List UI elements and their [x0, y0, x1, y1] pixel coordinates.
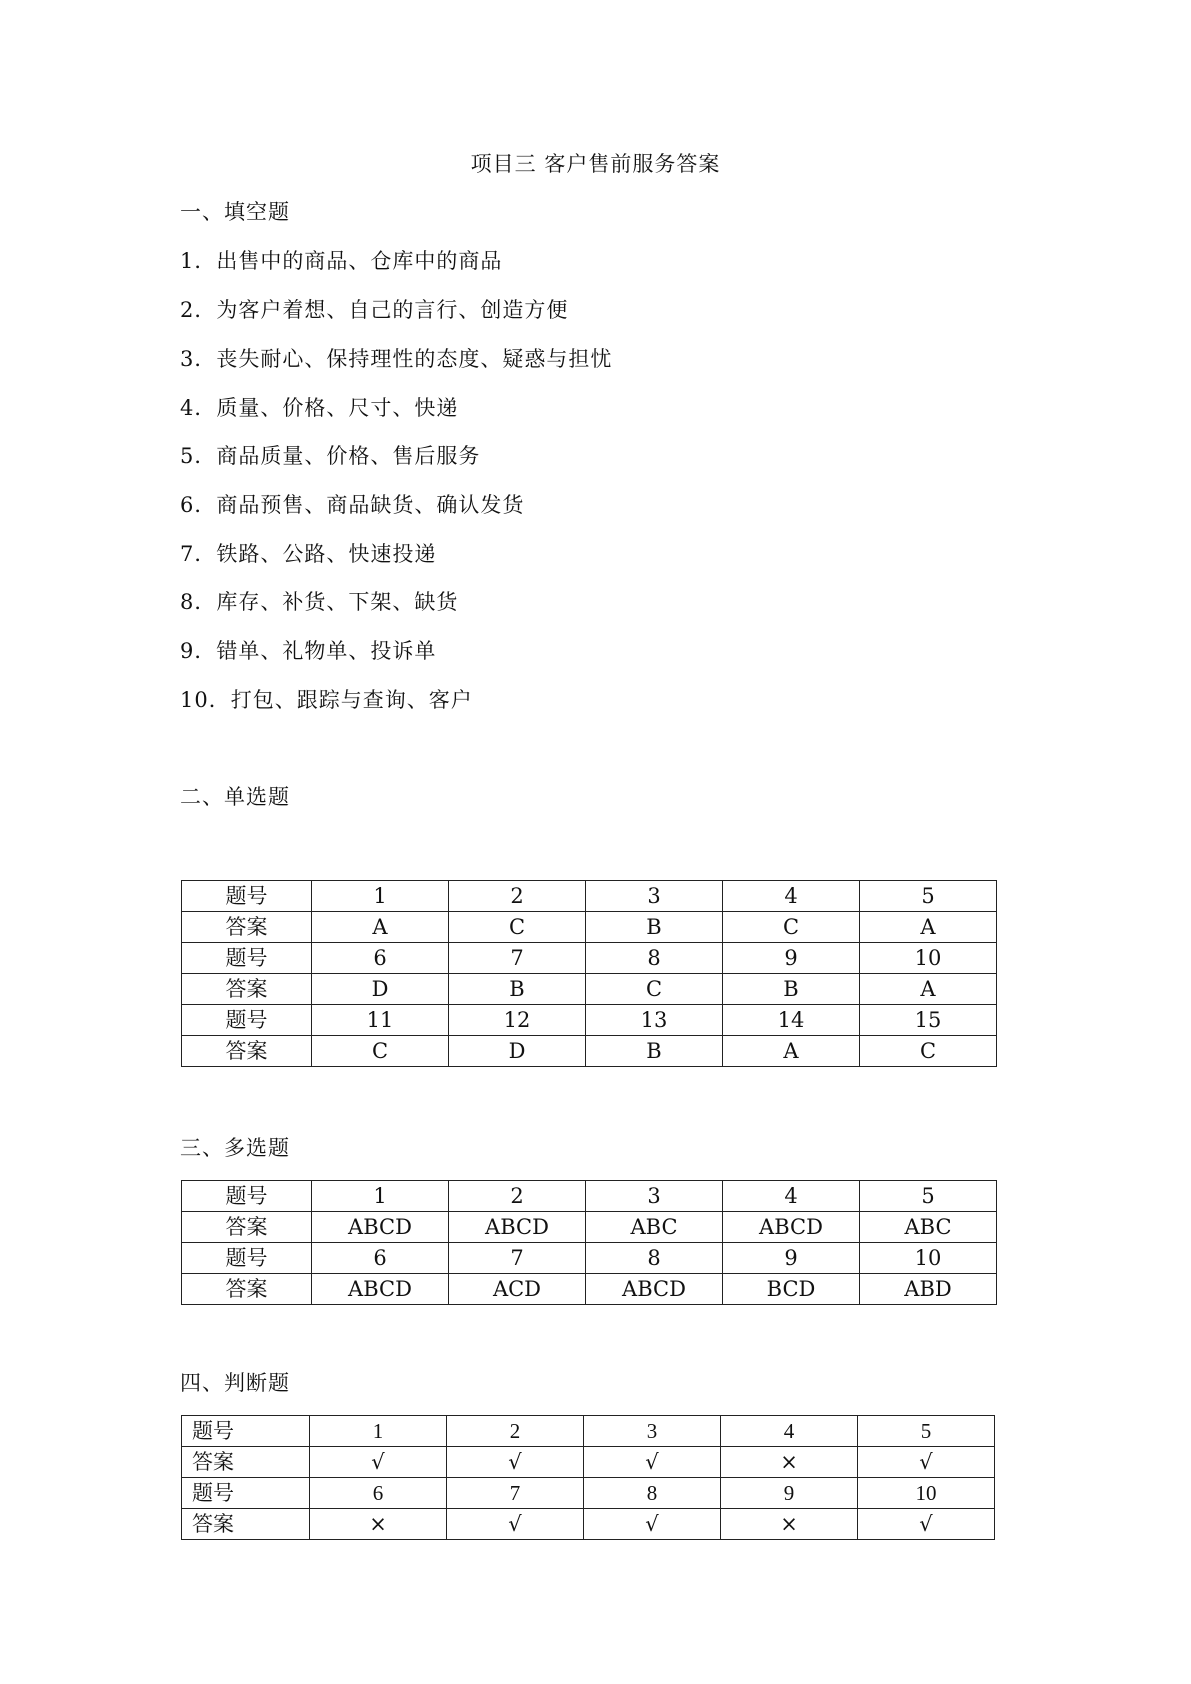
- table-cell: 15: [860, 1005, 997, 1036]
- table-cell: 8: [586, 943, 723, 974]
- table-row: [182, 1243, 997, 1274]
- document-title: 项目三 客户售前服务答案: [470, 152, 721, 176]
- table-cell: √: [858, 1447, 995, 1478]
- table-cell: 10: [860, 943, 997, 974]
- table-cell: 5: [858, 1416, 995, 1447]
- table-row: [182, 1212, 997, 1243]
- table-cell: ABCD: [312, 1274, 449, 1305]
- table-cell: 9: [721, 1478, 858, 1509]
- table-row: [182, 881, 997, 912]
- table-cell: 2: [449, 881, 586, 912]
- table-cell: ×: [310, 1509, 447, 1540]
- table-cell: B: [586, 1036, 723, 1067]
- table-cell: 4: [721, 1416, 858, 1447]
- section-heading-fill: 一、填空题: [180, 200, 290, 224]
- table-cell: 6: [310, 1478, 447, 1509]
- row-label: 答案: [182, 1447, 310, 1478]
- single-choice-table: [181, 880, 997, 1067]
- fill-answer-2: 2．为客户着想、自己的言行、创造方便: [180, 298, 569, 322]
- fill-answer-1: 1．出售中的商品、仓库中的商品: [180, 249, 503, 273]
- table-row: [182, 943, 997, 974]
- table-cell: 8: [584, 1478, 721, 1509]
- table-cell: B: [449, 974, 586, 1005]
- table-cell: C: [860, 1036, 997, 1067]
- table-cell: 7: [449, 943, 586, 974]
- fill-answer-4: 4．质量、价格、尺寸、快递: [180, 396, 459, 420]
- table-cell: A: [312, 912, 449, 943]
- row-label: 题号: [182, 881, 312, 912]
- section-heading-multi: 三、多选题: [180, 1136, 290, 1160]
- table-cell: 11: [312, 1005, 449, 1036]
- table-cell: 2: [449, 1181, 586, 1212]
- fill-answer-10: 10．打包、跟踪与查询、客户: [180, 688, 473, 712]
- fill-answer-8: 8．库存、补货、下架、缺货: [180, 590, 459, 614]
- table-cell: 10: [860, 1243, 997, 1274]
- table-cell: √: [447, 1509, 584, 1540]
- fill-answer-9: 9．错单、礼物单、投诉单: [180, 639, 437, 663]
- table-cell: A: [860, 974, 997, 1005]
- table-cell: 6: [312, 1243, 449, 1274]
- table-cell: A: [860, 912, 997, 943]
- row-label: 题号: [182, 1243, 312, 1274]
- table-cell: 2: [447, 1416, 584, 1447]
- fill-answer-3: 3．丧失耐心、保持理性的态度、疑惑与担忧: [180, 347, 613, 371]
- table-cell: C: [723, 912, 860, 943]
- fill-answer-6: 6．商品预售、商品缺货、确认发货: [180, 493, 525, 517]
- table-row: [182, 1416, 995, 1447]
- table-cell: 4: [723, 1181, 860, 1212]
- table-row: [182, 1478, 995, 1509]
- table-row: [182, 974, 997, 1005]
- table-cell: 3: [584, 1416, 721, 1447]
- table-row: [182, 1181, 997, 1212]
- table-cell: B: [586, 912, 723, 943]
- section-heading-single: 二、单选题: [180, 785, 290, 809]
- row-label: 答案: [182, 912, 312, 943]
- table-cell: 4: [723, 881, 860, 912]
- table-row: [182, 1036, 997, 1067]
- table-cell: ABC: [586, 1212, 723, 1243]
- table-cell: √: [584, 1509, 721, 1540]
- row-label: 答案: [182, 974, 312, 1005]
- table-cell: B: [723, 974, 860, 1005]
- table-cell: ABCD: [312, 1212, 449, 1243]
- table-cell: C: [586, 974, 723, 1005]
- multi-choice-table: [181, 1180, 997, 1305]
- table-cell: D: [312, 974, 449, 1005]
- table-cell: √: [584, 1447, 721, 1478]
- table-cell: ACD: [449, 1274, 586, 1305]
- table-row: [182, 1509, 995, 1540]
- table-cell: 3: [586, 1181, 723, 1212]
- row-label: 题号: [182, 1005, 312, 1036]
- table-cell: 1: [312, 881, 449, 912]
- table-cell: ABD: [860, 1274, 997, 1305]
- table-cell: 10: [858, 1478, 995, 1509]
- table-cell: 14: [723, 1005, 860, 1036]
- table-cell: 7: [447, 1478, 584, 1509]
- table-cell: ABCD: [449, 1212, 586, 1243]
- row-label: 答案: [182, 1274, 312, 1305]
- true-false-table: [181, 1415, 995, 1540]
- table-cell: 9: [723, 943, 860, 974]
- table-cell: A: [723, 1036, 860, 1067]
- table-cell: ABCD: [586, 1274, 723, 1305]
- table-cell: 5: [860, 881, 997, 912]
- table-cell: BCD: [723, 1274, 860, 1305]
- row-label: 答案: [182, 1509, 310, 1540]
- table-cell: 1: [310, 1416, 447, 1447]
- table-cell: ABC: [860, 1212, 997, 1243]
- row-label: 答案: [182, 1212, 312, 1243]
- table-cell: 9: [723, 1243, 860, 1274]
- table-cell: √: [858, 1509, 995, 1540]
- table-cell: 12: [449, 1005, 586, 1036]
- table-cell: C: [312, 1036, 449, 1067]
- table-cell: 1: [312, 1181, 449, 1212]
- table-row: [182, 1005, 997, 1036]
- table-cell: D: [449, 1036, 586, 1067]
- row-label: 题号: [182, 1416, 310, 1447]
- table-cell: 3: [586, 881, 723, 912]
- table-cell: ABCD: [723, 1212, 860, 1243]
- table-row: [182, 1447, 995, 1478]
- fill-answer-5: 5．商品质量、价格、售后服务: [180, 444, 481, 468]
- section-heading-judge: 四、判断题: [180, 1371, 290, 1395]
- row-label: 题号: [182, 1181, 312, 1212]
- table-cell: ×: [721, 1509, 858, 1540]
- row-label: 答案: [182, 1036, 312, 1067]
- table-cell: 6: [312, 943, 449, 974]
- table-cell: 5: [860, 1181, 997, 1212]
- table-row: [182, 912, 997, 943]
- table-cell: √: [447, 1447, 584, 1478]
- table-cell: C: [449, 912, 586, 943]
- row-label: 题号: [182, 943, 312, 974]
- fill-answer-7: 7．铁路、公路、快速投递: [180, 542, 437, 566]
- table-cell: 7: [449, 1243, 586, 1274]
- table-cell: 8: [586, 1243, 723, 1274]
- row-label: 题号: [182, 1478, 310, 1509]
- table-cell: 13: [586, 1005, 723, 1036]
- table-cell: √: [310, 1447, 447, 1478]
- table-row: [182, 1274, 997, 1305]
- table-cell: ×: [721, 1447, 858, 1478]
